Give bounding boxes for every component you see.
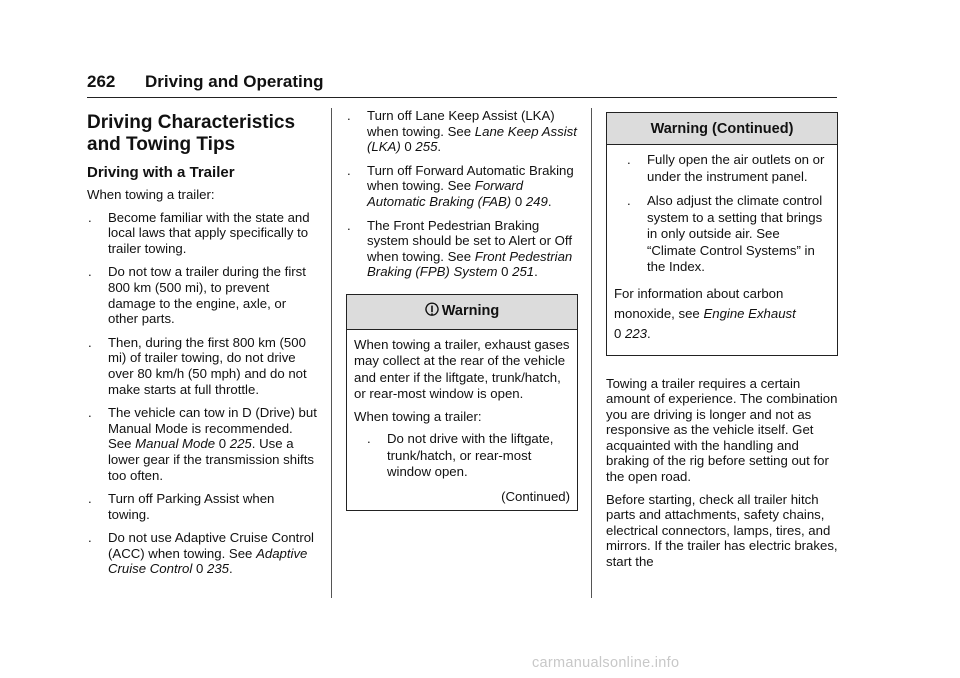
list-item-tail: .	[229, 561, 233, 577]
warning-paragraph: When towing a trailer, exhaust gases may collect at the rear of the vehicle and enter if the liftgate, trunk/hatch, or rear-most window is open.	[354, 336, 570, 402]
list-item	[87, 264, 317, 326]
page-number: 262	[87, 72, 116, 91]
bullet-glyph: .	[88, 264, 92, 280]
list-item	[87, 491, 317, 522]
bullet-glyph: .	[347, 162, 351, 178]
list-item-tail: . Use a lower gear if the transmission shifts too often.	[108, 436, 314, 483]
page-reference-number[interactable]: 255	[415, 139, 438, 155]
list-item-tail: .	[437, 139, 442, 155]
body-paragraph: Before starting, check all trailer hitch parts and attachments, safety chains, electrical connectors, lamps, tires, and mirrors. If the trailer has electric brakes, start the	[606, 491, 838, 570]
list-item	[346, 218, 578, 280]
header-rule	[87, 97, 837, 98]
page-reference-number[interactable]: 225	[229, 436, 252, 452]
column-2	[346, 108, 578, 511]
warning-paragraph	[614, 284, 830, 344]
cross-reference-link[interactable]: Engine Exhaust	[703, 305, 796, 321]
warning-box	[346, 294, 578, 512]
bullet-glyph: .	[367, 431, 371, 447]
column-divider-right	[591, 108, 592, 598]
list-item-text: Do not use Adaptive Cruise Control (ACC) when towing. See	[108, 530, 314, 561]
page-reference-number[interactable]: 223	[625, 325, 648, 341]
warning-heading	[347, 295, 577, 330]
list-item-text: Turn off Forward Automatic Braking when towing. See	[367, 162, 574, 194]
page-reference-number[interactable]: 251	[512, 264, 535, 280]
page-reference-icon: 0	[514, 193, 523, 209]
main-heading	[87, 112, 317, 156]
bullet-glyph: .	[88, 491, 92, 507]
column-3	[606, 108, 838, 577]
bullet-glyph: .	[88, 209, 92, 225]
column-1	[87, 108, 317, 585]
list-item-text: Do not drive with the liftgate, trunk/hatch, or rear-most window open.	[387, 431, 554, 480]
page-reference-icon: 0	[218, 436, 227, 452]
list-item	[87, 405, 317, 483]
warning-paragraph-text: For information about carbon monoxide, see	[614, 285, 784, 321]
warning-heading: Warning (Continued)	[607, 113, 837, 145]
cross-reference-link[interactable]: Adaptive Cruise Control	[108, 545, 308, 577]
section-title: Driving and Operating	[145, 72, 324, 91]
bullet-glyph: .	[627, 152, 631, 167]
warning-icon	[425, 302, 439, 323]
list-item	[346, 163, 578, 210]
warning-heading-text: Warning	[441, 302, 500, 319]
page-reference-icon: 0	[195, 561, 204, 577]
bullet-glyph: .	[347, 217, 351, 233]
list-item-text: Do not tow a trailer during the first 800 km (500 mi), to prevent damage to the engine, axle, or other parts.	[108, 264, 306, 327]
list-item-text: Turn off Parking Assist when towing.	[108, 491, 275, 522]
bullet-glyph: .	[88, 334, 92, 350]
bullet-glyph: .	[88, 405, 92, 421]
page-reference-icon: 0	[404, 139, 412, 155]
cross-reference-link[interactable]: Manual Mode	[135, 436, 216, 452]
list-item	[87, 530, 317, 577]
list-item	[87, 335, 317, 397]
list-item-text: Turn off Lane Keep Assist (LKA) when towing. See	[367, 108, 555, 139]
list-item-text: Fully open the air outlets on or under the instrument panel.	[647, 152, 825, 184]
main-heading-line2: and Towing Tips	[87, 134, 236, 155]
page-reference-icon: 0	[501, 264, 509, 280]
warning-box-continued	[606, 112, 838, 356]
page-reference-number[interactable]: 235	[206, 561, 229, 577]
warning-paragraph: When towing a trailer:	[354, 408, 482, 424]
bullet-glyph: .	[627, 193, 631, 208]
list-item	[346, 108, 578, 155]
page-reference-icon: 0	[614, 325, 622, 341]
subheading: Driving with a Trailer	[87, 164, 235, 181]
intro-text: When towing a trailer:	[87, 187, 215, 202]
list-item	[366, 431, 570, 481]
list-item-text: The vehicle can tow in D (Drive) but Manual Mode is recommended. See	[108, 405, 317, 452]
page-reference-number[interactable]: 249	[525, 193, 548, 209]
watermark: carmanualsonline.info	[532, 655, 680, 671]
cross-reference-link[interactable]: Forward Automatic Braking (FAB)	[367, 178, 524, 209]
warning-body	[347, 330, 577, 511]
list-item-text: The Front Pedestrian Braking system should be set to Alert or Off when towing. See	[367, 217, 572, 264]
continued-label: (Continued)	[501, 488, 570, 504]
bullet-glyph: .	[88, 530, 92, 546]
cross-reference-link[interactable]: Front Pedestrian Braking (FPB) System	[367, 248, 573, 280]
list-item-tail: .	[534, 264, 538, 280]
column-divider-left	[331, 108, 332, 598]
list-item	[626, 152, 830, 185]
list-item-text: Also adjust the climate control system to a setting that brings in only outside air. See “Climate Control Systems” in the Index.	[647, 193, 823, 274]
cross-reference-link[interactable]: Lane Keep Assist (LKA)	[367, 123, 577, 155]
body-paragraph: Towing a trailer requires a certain amount of experience. The combination you are driving is longer and not as responsive as the vehicle itself. Get acquainted with the handling and braking of the rig before setting out for the open road.	[606, 375, 838, 485]
list-item	[626, 193, 830, 276]
bullet-glyph: .	[347, 108, 351, 123]
list-item-text: Then, during the first 800 km (500 mi) of trailer towing, do not drive over 80 km/h (50 mph) and do not make starts at full throttle.	[108, 334, 307, 397]
list-item-text: Become familiar with the state and local laws that apply specifically to trailer towing.	[108, 209, 310, 256]
warning-body	[607, 145, 837, 355]
list-item-tail: .	[547, 193, 552, 209]
list-item	[87, 210, 317, 257]
paragraph-tail: .	[647, 325, 651, 341]
main-heading-line1: Driving Characteristics	[87, 112, 296, 133]
